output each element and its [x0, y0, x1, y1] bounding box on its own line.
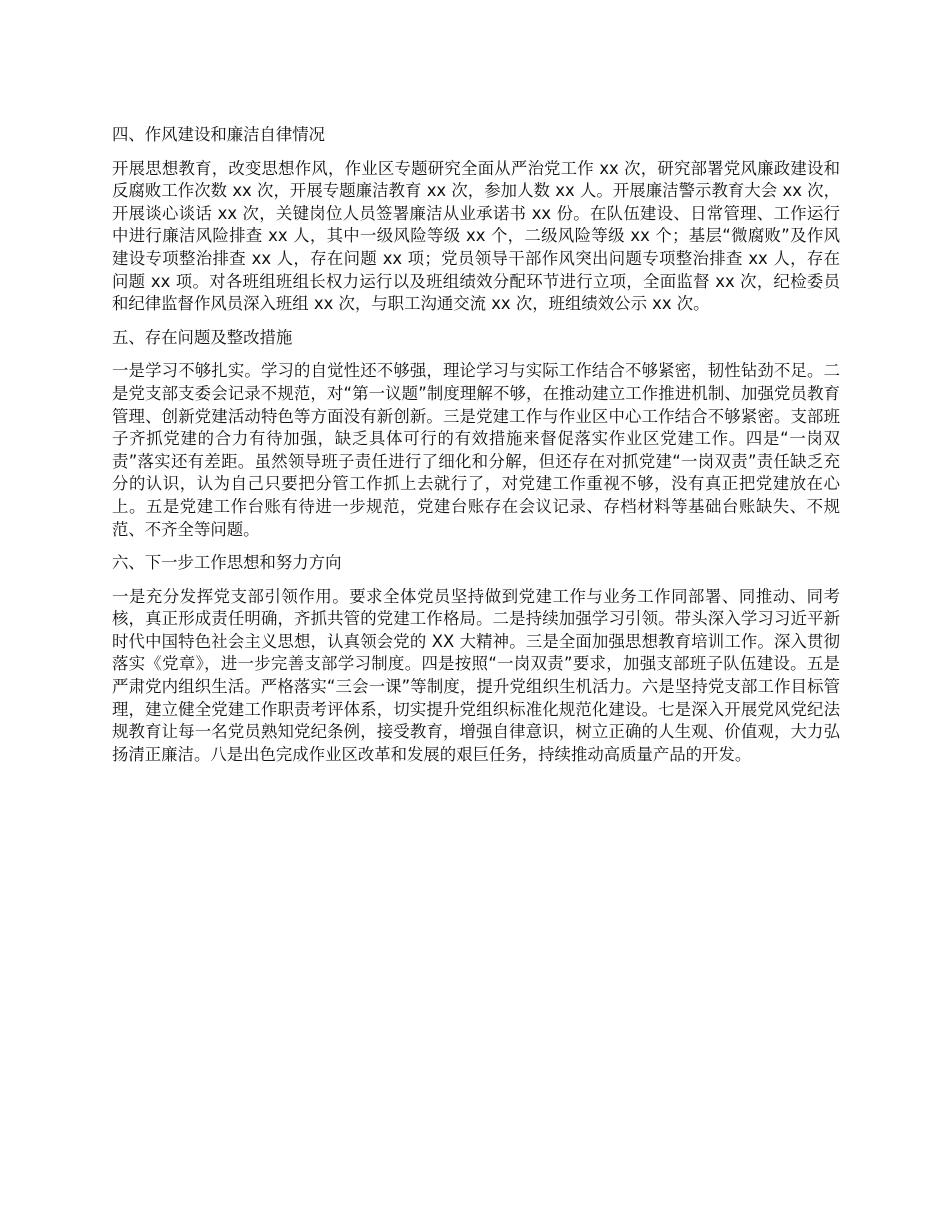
section-heading: 六、下一步工作思想和努力方向 [112, 553, 342, 573]
section-paragraph: 开展思想教育，改变思想作风，作业区专题研究全面从严治党工作 xx 次，研究部署党风廉政建设和反腐败工作次数 xx 次，开展专题廉洁教育 xx 次，参加人数 xx 人。开展廉洁警示教育大会 xx 次，开展谈心谈话 xx 次，关键岗位人员签署廉洁从业承诺书 xx 份。在队伍建设、日常管理、工作运行中进行廉洁风险排查 xx 人，其中一级风险等级 xx 个，二级风险等级 xx 个；基层“微腐败”及作风建设专项整治排查 xx 人，存在问题 xx 项；党员领导干部作风突出问题专项整治排查 xx 人，存在问题 xx 项。对各班组班组长权力运行以及班组绩效分配环节进行立项，全面监督 xx 次，纪检委员和纪律监督作风员深入班组 xx 次，与职工沟通交流 xx 次，班组绩效公示 xx 次。 [112, 158, 840, 314]
section-next-steps [112, 552, 840, 766]
document-body [112, 124, 840, 777]
section-conduct-integrity [112, 124, 840, 316]
section-heading: 五、存在问题及整改措施 [112, 327, 293, 347]
section-problems-rectification [112, 327, 840, 541]
section-paragraph: 一是学习不够扎实。学习的自觉性还不够强，理论学习与实际工作结合不够紧密，韧性钻劲不足。二是党支部支委会记录不规范，对“第一议题”制度理解不够，在推动建立工作推进机制、加强党员教育管理、创新党建活动特色等方面没有新创新。三是党建工作与作业区中心工作结合不够紧密。支部班子齐抓党建的合力有待加强，缺乏具体可行的有效措施来督促落实作业区党建工作。四是“一岗双责”落实还有差距。虽然领导班子责任进行了细化和分解，但还存在对抓党建“一岗双责”责任缺乏充分的认识，认为自己只要把分管工作抓上去就行了，对党建工作重视不够，没有真正把党建放在心上。五是党建工作台账有待进一步规范，党建台账存在会议记录、存档材料等基础台账缺失、不规范、不齐全等问题。 [112, 361, 840, 539]
section-heading: 四、作风建设和廉洁自律情况 [112, 125, 326, 144]
section-paragraph: 一是充分发挥党支部引领作用。要求全体党员坚持做到党建工作与业务工作同部署、同推动、同考核，真正形成责任明确，齐抓共管的党建工作格局。二是持续加强学习引领。带头深入学习习近平新时代中国特色社会主义思想，认真领会党的 XX 大精神。三是全面加强思想教育培训工作。深入贯彻落实《党章》，进一步完善支部学习制度。四是按照“一岗双责”要求，加强支部班子队伍建设。五是严肃党内组织生活。严格落实“三会一课”等制度，提升党组织生机活力。六是坚持党支部工作目标管理，建立健全党建工作职责考评体系，切实提升党组织标准化规范化建设。七是深入开展党风党纪法规教育让每一名党员熟知党纪条例，接受教育，增强自律意识，树立正确的人生观、价值观，大力弘扬清正廉洁。八是出色完成作业区改革和发展的艰巨任务，持续推动高质量产品的开发。 [112, 586, 840, 764]
